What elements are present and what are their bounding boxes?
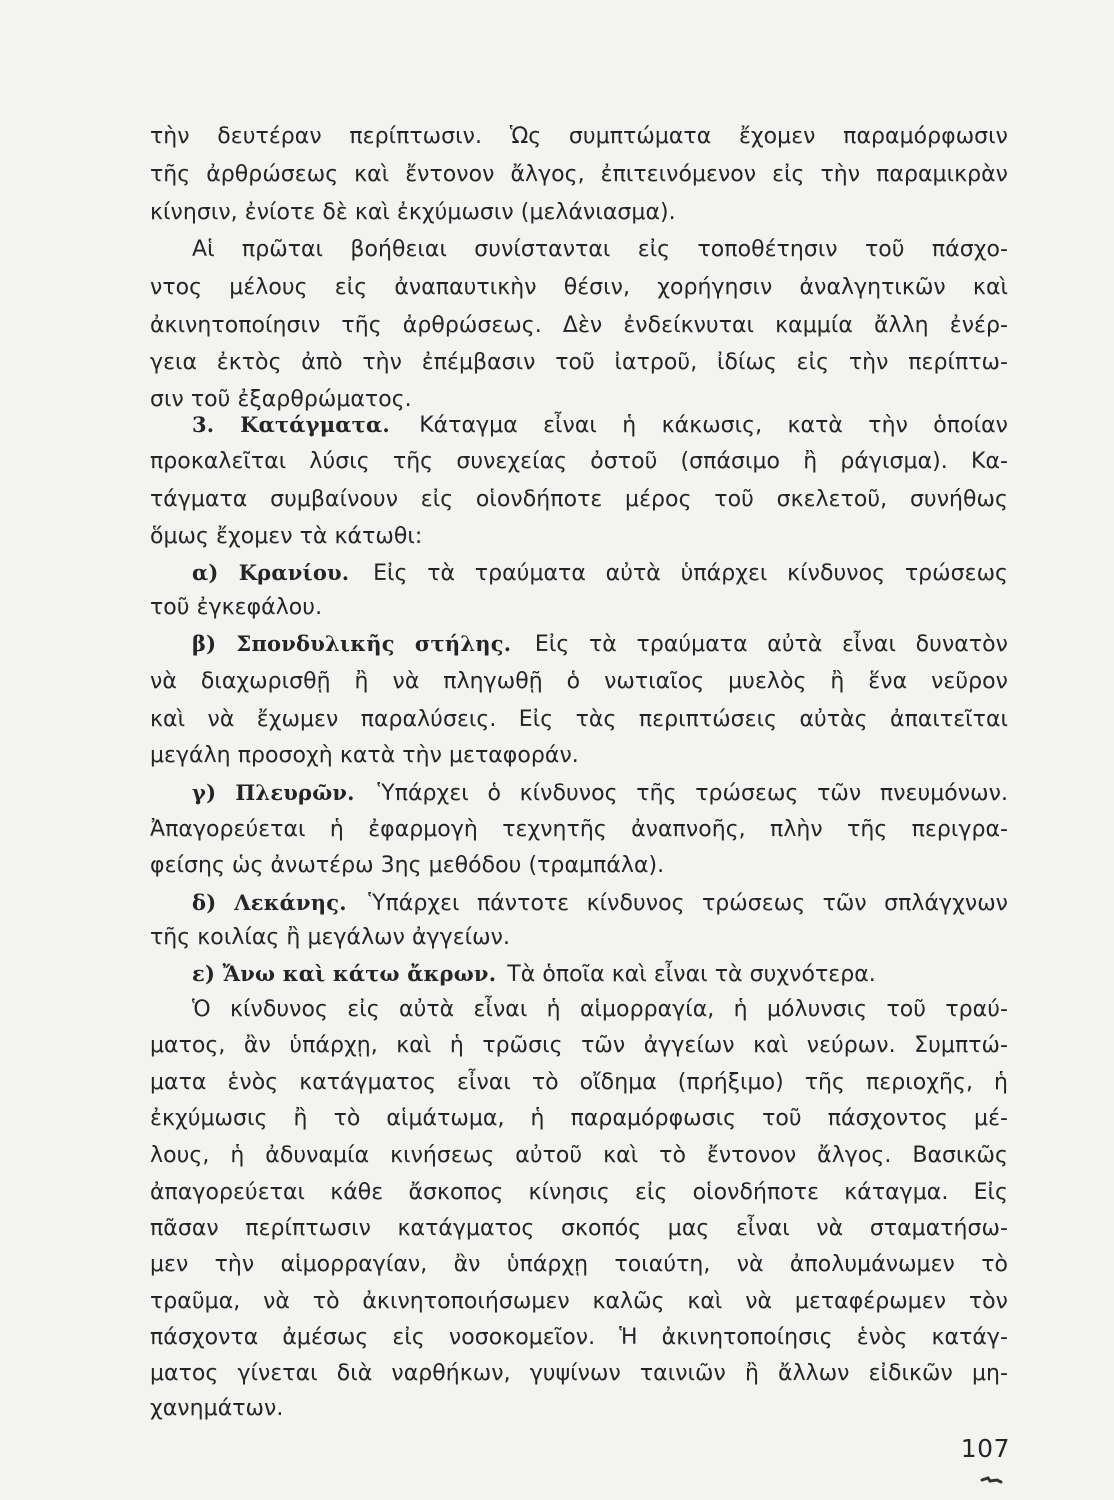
fractures-heading-text: Κάταγμα εἶναι ἡ κάκωσις, κατὰ τὴν ὁποίαν	[419, 413, 1008, 438]
limbs-text: Τὰ ὁποῖα καὶ εἶναι τὰ συχνότερα.	[507, 962, 876, 987]
text-line-31: πᾶσαν περίπτωσιν κατάγματος σκοπός μας εἶναι νὰ σταματήσω-	[150, 1216, 1008, 1241]
text-line-6: ἀκινητοποίησιν τῆς ἀρθρώσεως. Δὲν ἐνδείκνυται καμμία ἄλλη ἐνέρ-	[150, 313, 1008, 338]
text-line-2: τῆς ἀρθρώσεως καὶ ἔντονον ἄλγος, ἐπιτεινόμενον εἰς τὴν παραμικρὰν	[150, 162, 1008, 187]
text-line-29: λους, ἡ ἀδυναμία κινήσεως αὐτοῦ καὶ τὸ ἔντονον ἄλγος. Βασικῶς	[150, 1143, 1008, 1168]
text-line-12: ὅμως ἔχομεν τὰ κάτωθι:	[150, 524, 423, 549]
text-line-16: νὰ διαχωρισθῇ ἢ νὰ πληγωθῇ ὁ νωτιαῖος μυελὸς ἢ ἕνα νεῦρον	[150, 669, 1008, 694]
spine-line	[192, 625, 1008, 663]
text-line-34: πάσχοντα ἀμέσως εἰς νοσοκομεῖον. Ἡ ἀκινητοποίησις ἑνὸς κατάγ-	[150, 1325, 1008, 1350]
text-line-4: Αἱ πρῶται βοήθειαι συνίστανται εἰς τοποθέτησιν τοῦ πάσχο-	[192, 237, 1008, 262]
limbs-heading: ε) Ἄνω καὶ κάτω ἄκρων.	[192, 961, 497, 986]
pelvis-text: Ὑπάρχει πάντοτε κίνδυνος τρώσεως τῶν σπλάγχνων	[368, 891, 1009, 916]
page-number: 107	[960, 1434, 1010, 1463]
text-line-5: ντος μέλους εἰς ἀναπαυτικὴν θέσιν, χορήγησιν ἀναλγητικῶν καὶ	[150, 275, 1008, 300]
section-heading-line	[192, 406, 1008, 444]
ink-mark-icon	[980, 1474, 1004, 1484]
text-line-26: ματος, ἂν ὑπάρχῃ, καὶ ἡ τρῶσις τῶν ἀγγείων καὶ νεύρων. Συμπτώ-	[150, 1033, 1008, 1058]
text-line-25: Ὁ κίνδυνος εἰς αὐτὰ εἶναι ἡ αἱμορραγία, ἡ μόλυνσις τοῦ τραύ-	[192, 997, 1008, 1022]
ribs-line	[192, 774, 1008, 812]
text-line-8: σιν τοῦ ἐξαρθρώματος.	[150, 387, 412, 412]
text-line-33: τραῦμα, νὰ τὸ ἀκινητοποιήσωμεν καλῶς καὶ νὰ μεταφέρωμεν τὸν	[150, 1289, 1008, 1314]
text-line-11: τάγματα συμβαίνουν εἰς οἱονδήποτε μέρος τοῦ σκελετοῦ, συνήθως	[150, 487, 1008, 512]
text-line-18: μεγάλη προσοχὴ κατὰ τὴν μεταφοράν.	[150, 743, 579, 768]
skull-heading: α) Κρανίου.	[192, 560, 350, 585]
text-line-10: προκαλεῖται λύσις τῆς συνεχείας ὀστοῦ (σπάσιμο ἢ ράγισμα). Κα-	[150, 449, 1008, 474]
fractures-heading: 3. Κατάγματα.	[192, 412, 390, 437]
pelvis-heading: δ) Λεκάνης.	[192, 890, 347, 915]
skull-text: Εἰς τὰ τραύματα αὐτὰ ὑπάρχει κίνδυνος τρώσεως	[373, 561, 1008, 586]
skull-line	[192, 554, 1008, 592]
pelvis-line	[192, 884, 1008, 922]
text-line-7: γεια ἐκτὸς ἀπὸ τὴν ἐπέμβασιν τοῦ ἰατροῦ, ἰδίως εἰς τὴν περίπτω-	[150, 350, 1008, 375]
limbs-line	[192, 955, 1008, 993]
text-line-1: τὴν δευτέραν περίπτωσιν. Ὡς συμπτώματα ἔχομεν παραμόρφωσιν	[150, 124, 1008, 149]
spine-heading: β) Σπονδυλικῆς στήλης.	[192, 631, 512, 656]
text-line-17: καὶ νὰ ἔχωμεν παραλύσεις. Εἰς τὰς περιπτώσεις αὐτὰς ἀπαιτεῖται	[150, 707, 1008, 732]
text-line-20: Ἀπαγορεύεται ἡ ἐφαρμογὴ τεχνητῆς ἀναπνοῆς, πλὴν τῆς περιγρα-	[150, 817, 1008, 842]
text-line-28: ἐκχύμωσις ἢ τὸ αἱμάτωμα, ἡ παραμόρφωσις τοῦ πάσχοντος μέ-	[150, 1106, 1008, 1131]
text-line-36: χανημάτων.	[150, 1396, 284, 1421]
text-line-27: ματα ἑνὸς κατάγματος εἶναι τὸ οἴδημα (πρήξιμο) τῆς περιοχῆς, ἡ	[150, 1070, 1008, 1095]
text-line-21: φείσης ὡς ἀνωτέρω 3ης μεθόδου (τραμπάλα).	[150, 853, 665, 878]
text-line-35: ματος γίνεται διὰ ναρθήκων, γυψίνων ταινιῶν ἢ ἄλλων εἰδικῶν μη-	[150, 1361, 1008, 1386]
ribs-text: Ὑπάρχει ὁ κίνδυνος τῆς τρώσεως τῶν πνευμόνων.	[377, 781, 1009, 806]
text-line-32: μεν τὴν αἱμορραγίαν, ἂν ὑπάρχῃ τοιαύτη, νὰ ἀπολυμάνωμεν τὸ	[150, 1252, 1008, 1277]
ribs-heading: γ) Πλευρῶν.	[192, 780, 355, 805]
text-line-3: κίνησιν, ἐνίοτε δὲ καὶ ἐκχύμωσιν (μελάνιασμα).	[150, 200, 676, 225]
spine-text: Εἰς τὰ τραύματα αὐτὰ εἶναι δυνατὸν	[534, 632, 1008, 657]
text-line-30: ἀπαγορεύεται κάθε ἄσκοπος κίνησις εἰς οἱονδήποτε κάταγμα. Εἰς	[150, 1180, 1008, 1205]
text-line-14: τοῦ ἐγκεφάλου.	[150, 595, 323, 620]
text-line-23: τῆς κοιλίας ἢ μεγάλων ἀγγείων.	[150, 925, 510, 950]
